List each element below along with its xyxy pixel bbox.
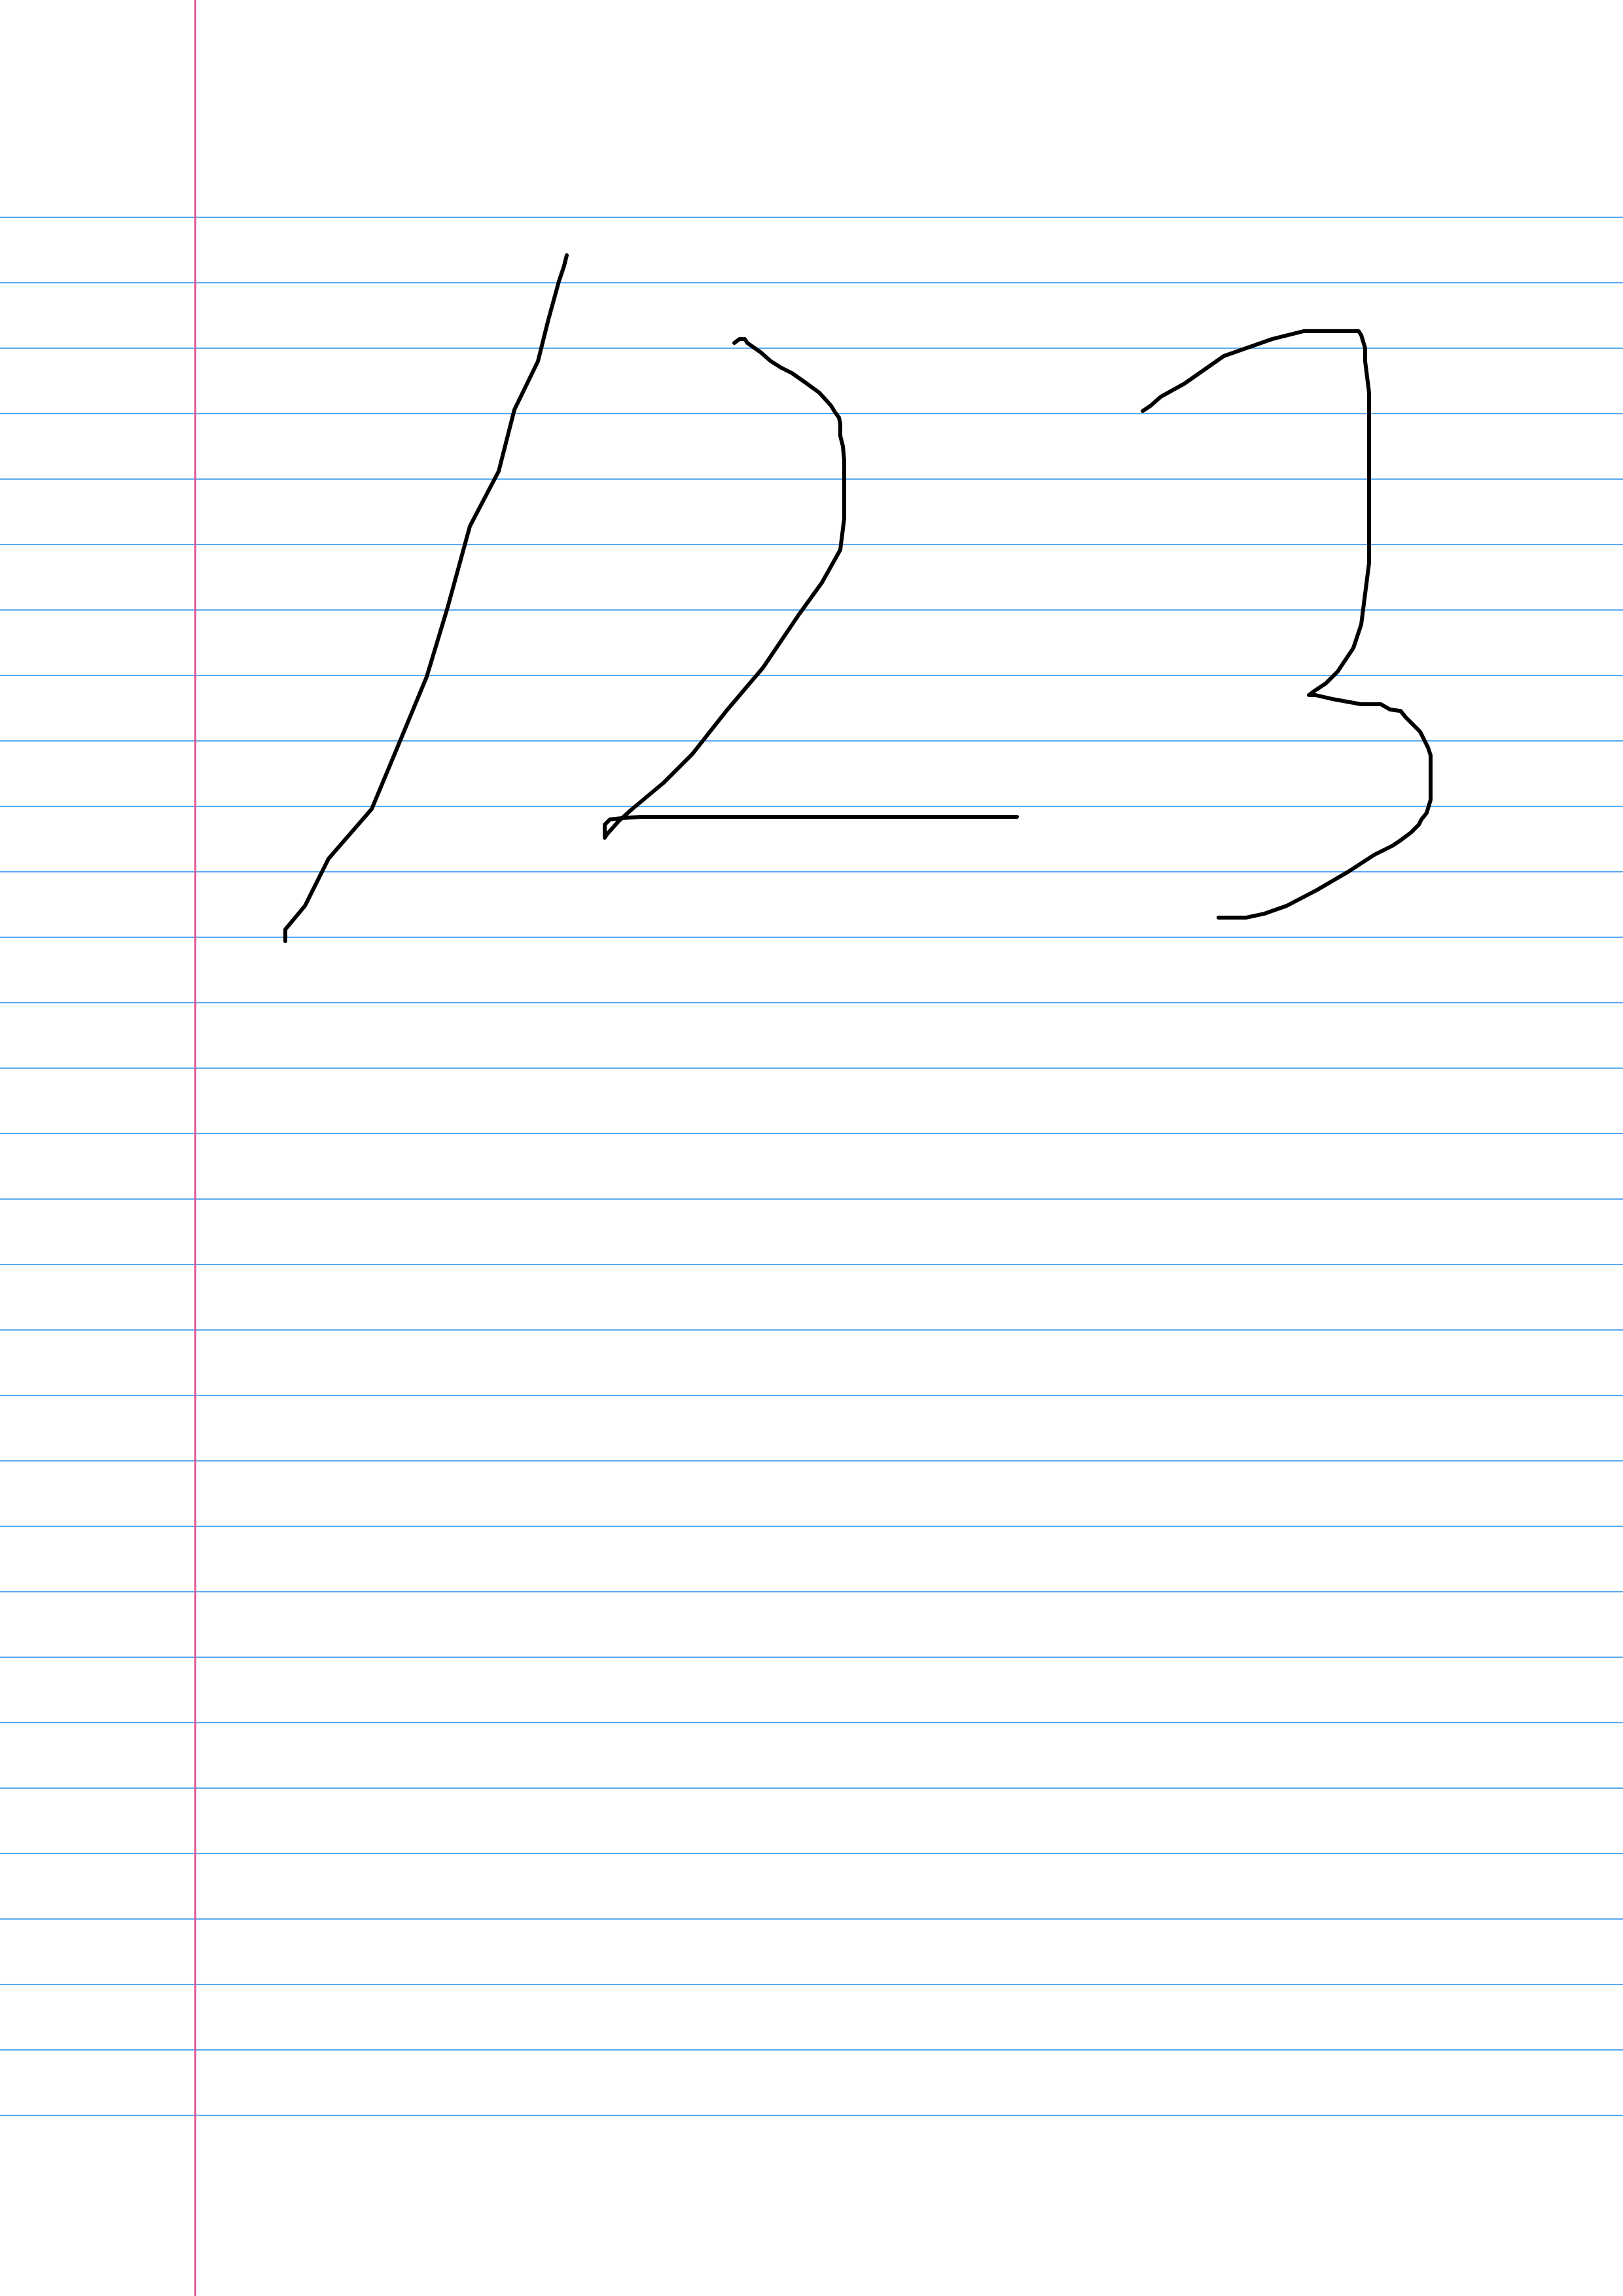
handwritten-digit-3 [1143,331,1431,918]
stroke-digit-3 [1143,331,1431,918]
stroke-digit-1 [285,255,567,941]
handwritten-digit-1 [285,255,567,941]
handwritten-digit-2 [605,339,1017,838]
stroke-digit-2-curve [605,339,844,838]
